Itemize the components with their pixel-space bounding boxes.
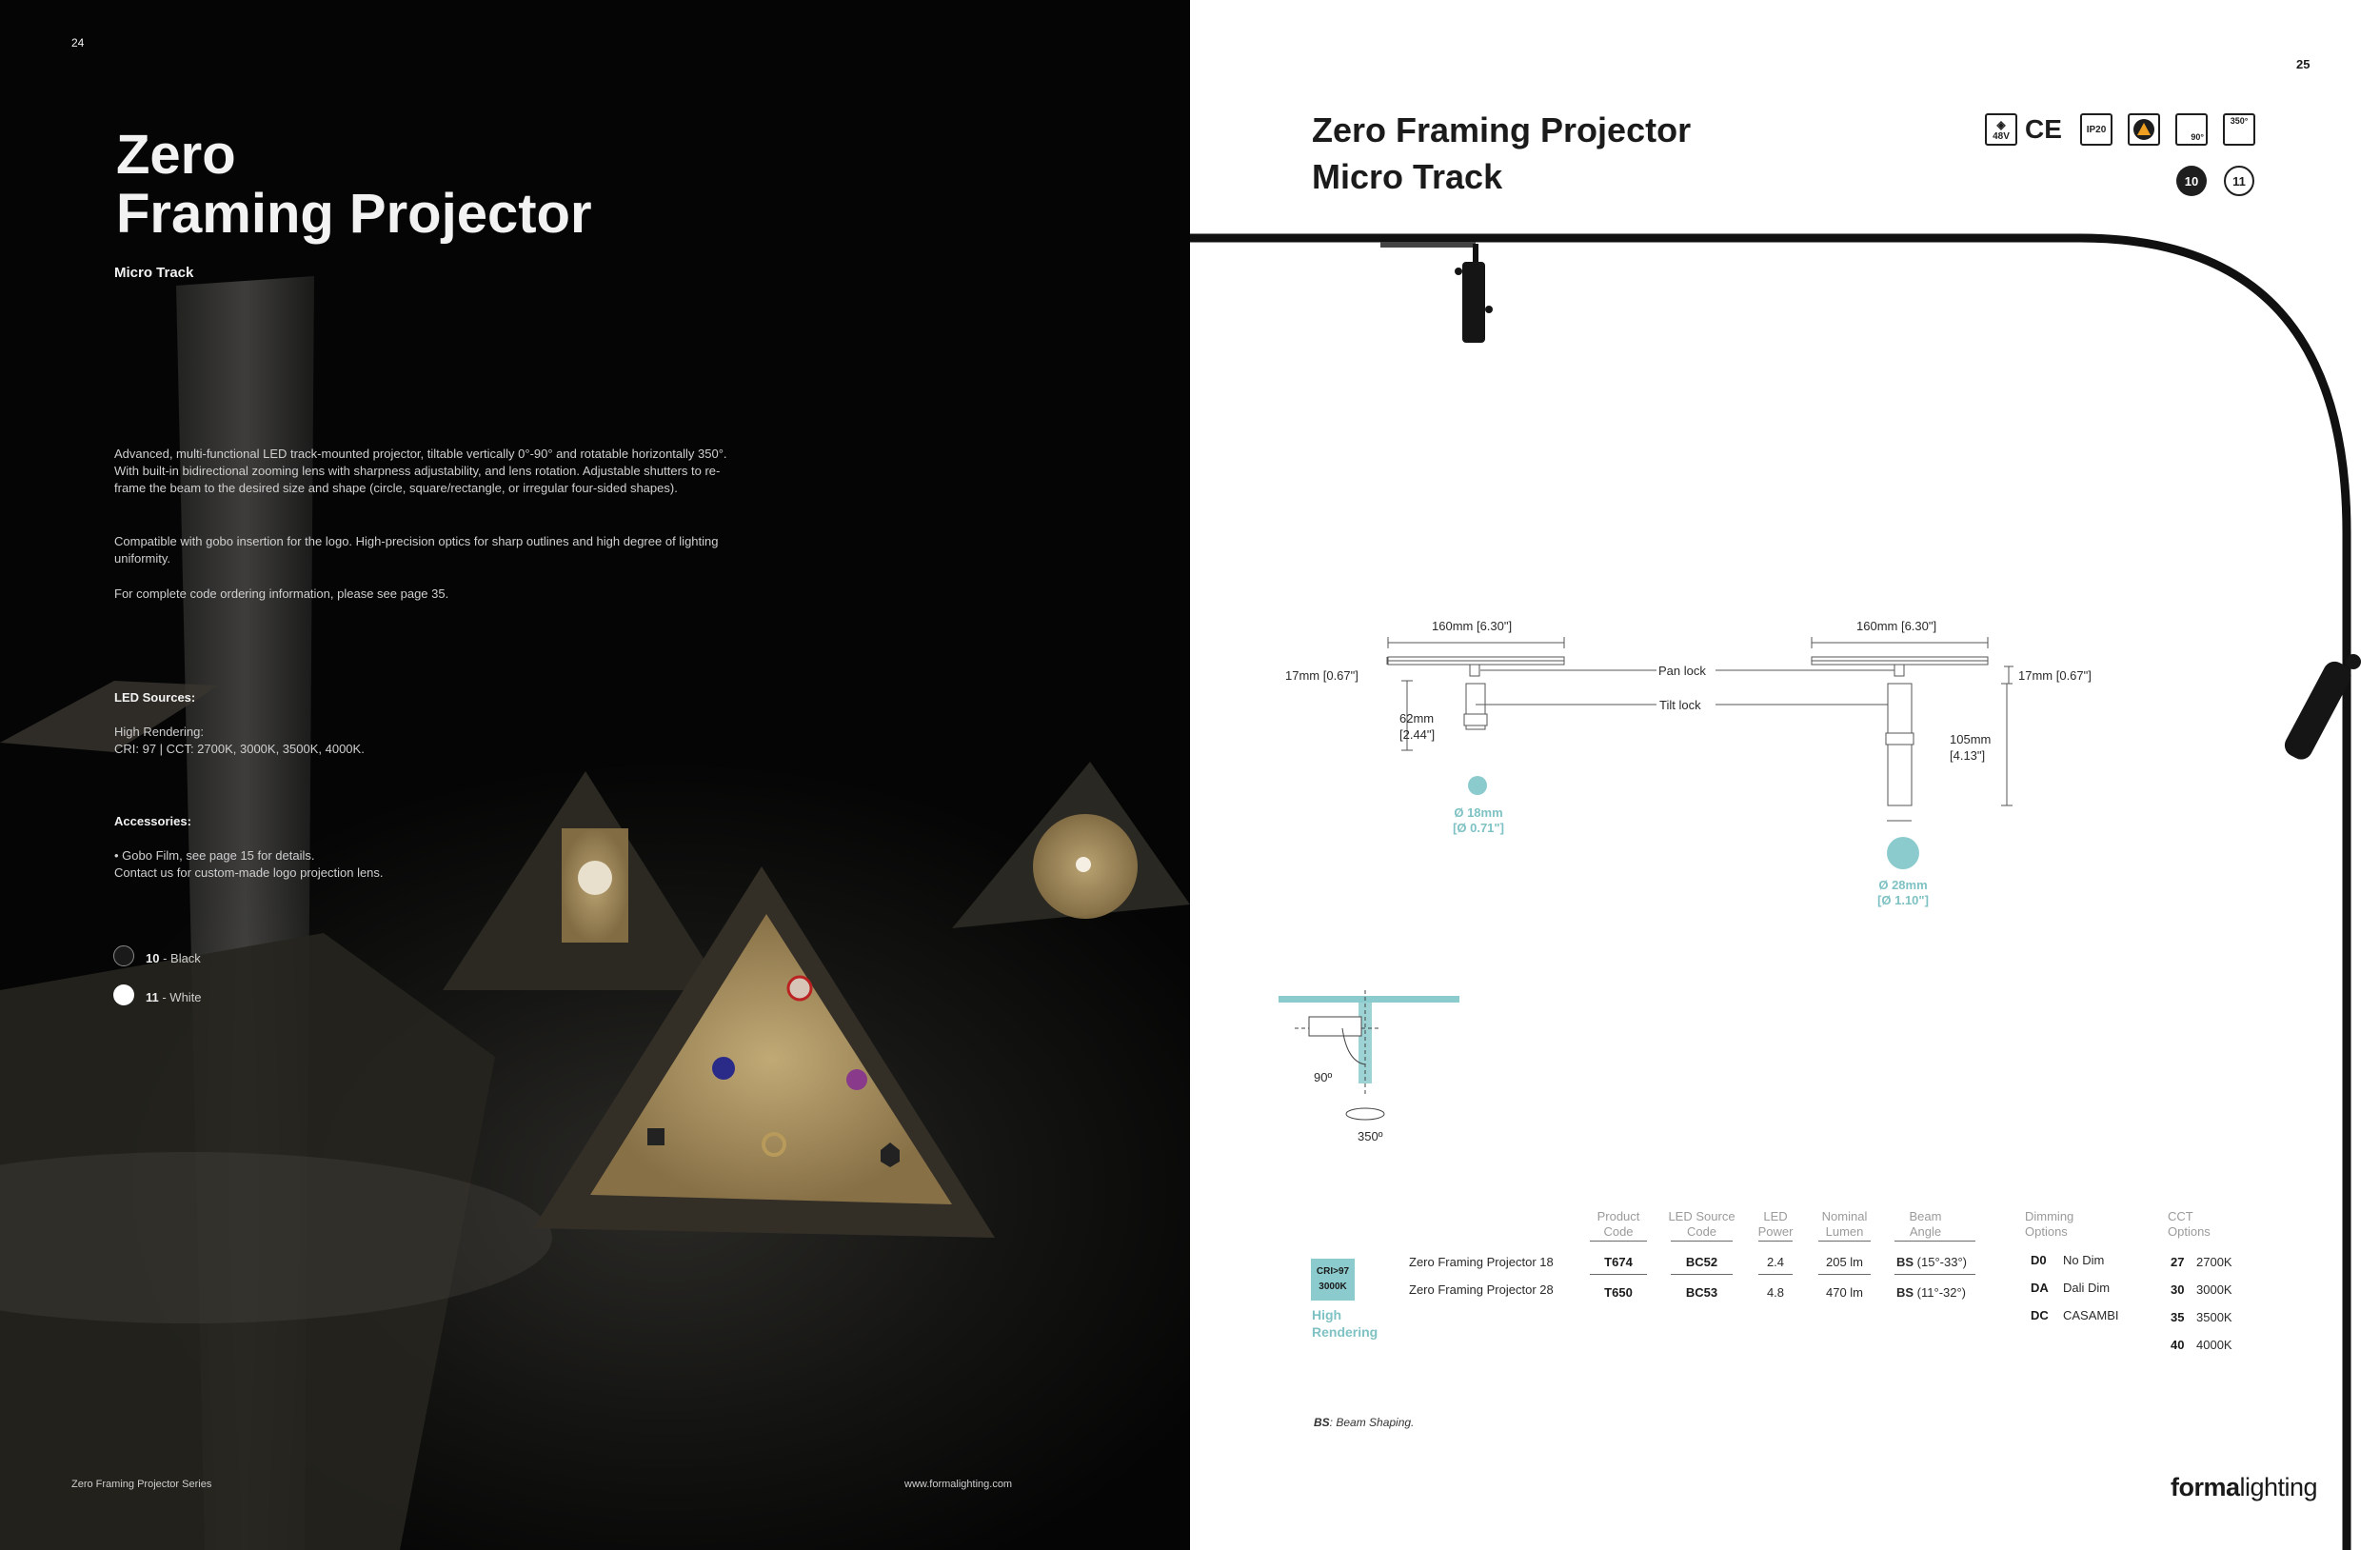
spec-title-line-2: Micro Track [1312,157,1503,196]
th-beam: Beam Angle [1909,1209,1942,1239]
tilt-90-icon: 90° [2175,113,2208,146]
finish-swatch-white [113,984,134,1005]
description-2: Compatible with gobo insertion for the logo. High-precision optics for sharp outlines and high degree of lighting uniformity. [114,534,719,566]
height-right-label: 17mm [0.67"] [2018,668,2092,683]
right-page [1190,0,2380,1550]
ce-icon: CE [2025,114,2062,144]
finish-swatch-black [113,945,134,966]
row1-beam: BS (15°-33°) [1896,1255,1967,1269]
lens-18-swatch [1468,776,1487,795]
rotate-350-icon: 350° [2223,113,2255,146]
th-cct: CCT Options [2168,1209,2211,1239]
row1-lumen: 205 lm [1825,1255,1864,1269]
footnote: BS: Beam Shaping. [1314,1416,1415,1429]
tilt-angle-label: 90º [1314,1070,1333,1084]
48v-icon: ◈ 48V [1985,113,2017,146]
cct-code-3: 40 [2171,1338,2185,1352]
accessories-heading: Accessories: [114,814,191,828]
cct-label-3: 4000K [2196,1338,2232,1352]
led-sources-heading: LED Sources: [114,690,196,705]
cct-code-0: 27 [2171,1255,2185,1269]
th-dimming: Dimming Options [2025,1209,2074,1239]
width-left-label: 160mm [6.30"] [1432,619,1513,633]
description-3: For complete code ordering information, please see page 35. [114,586,449,601]
rotate-angle-label: 350º [1358,1129,1383,1143]
cct-label-1: 3000K [2196,1282,2232,1297]
body-left-mm: 62mm [1399,711,1435,725]
footer-website: www.formalighting.com [904,1479,1013,1490]
row1-code: T674 [1604,1255,1633,1269]
finish-black-label: 10 - Black [146,951,201,965]
row2-code: T650 [1604,1285,1633,1300]
th-product-code: Product Code [1597,1209,1640,1239]
body-right-in: [4.13"] [1950,748,1986,763]
body-left-in: [2.44"] [1399,727,1436,742]
th-lumen: Nominal Lumen [1821,1209,1868,1239]
row1-led: BC52 [1685,1255,1718,1269]
led-line-1: High Rendering: [114,725,204,739]
row2-led: BC53 [1685,1285,1718,1300]
row2-power: 4.8 [1766,1285,1785,1300]
finish-badge-black: 10 [2176,166,2207,196]
spec-title-line-1: Zero Framing Projector [1312,110,1692,149]
footer-series: Zero Framing Projector Series [71,1479,212,1490]
lens-28-label: Ø 28mm [Ø 1.10"] [1877,878,1929,907]
tilt-lock-label: Tilt lock [1659,698,1701,712]
page-number-right: 25 [2296,57,2311,71]
row2-name: Zero Framing Projector 28 [1409,1282,1554,1297]
row1-power: 2.4 [1766,1255,1785,1269]
subtitle: Micro Track [114,265,194,281]
brand-logo: formalighting [2171,1473,2318,1501]
row2-lumen: 470 lm [1825,1285,1864,1300]
led-line-2: CRI: 97 | CCT: 2700K, 3000K, 3500K, 4000K. [114,742,365,756]
cct-label-2: 3500K [2196,1310,2232,1324]
finish-badge-white: 11 [2224,166,2254,196]
cct-code-2: 35 [2171,1310,2185,1324]
finish-white-label: 11 - White [146,990,202,1004]
dim-code-0: D0 [2031,1253,2047,1267]
accessory-line-2: Contact us for custom-made logo projection lens. [114,865,384,880]
ip20-icon: IP20 [2080,113,2112,146]
dim-code-2: DC [2031,1308,2049,1322]
high-rendering-badge: CRI>97 3000K [1311,1259,1355,1301]
th-led-code: LED Source Code [1668,1209,1735,1239]
row1-name: Zero Framing Projector 18 [1409,1255,1554,1269]
th-power: LED Power [1757,1209,1794,1239]
dim-label-0: No Dim [2063,1253,2105,1267]
page-title [116,126,592,244]
page-number-left: 24 [71,36,85,50]
pan-lock-label: Pan lock [1658,664,1706,678]
row2-beam: BS (11°-32°) [1896,1285,1967,1300]
cct-label-0: 2700K [2196,1255,2232,1269]
title-line-1: Zero [116,124,236,186]
dim-label-1: Dali Dim [2063,1281,2111,1295]
cct-code-1: 30 [2171,1282,2185,1297]
height-left-label: 17mm [0.67"] [1285,668,1359,683]
high-rendering-caption: High Rendering [1312,1307,1378,1340]
width-right-label: 160mm [6.30"] [1856,619,1937,633]
lens-18-label: Ø 18mm [Ø 0.71"] [1453,805,1504,835]
title-line-2: Framing Projector [116,183,592,245]
description-1: Advanced, multi-functional LED track-mounted projector, tiltable vertically 0°-90° and rotatable horizontally 350°. With built-in bidirectional zooming lens with sharpness adjustability, and lens rotation. Adjustable shutters to re-frame the beam to the desired size and shape (circle, square/rectangle, or irregular four-sided shapes). [114,447,727,495]
lens-28-swatch [1887,837,1919,869]
dim-code-1: DA [2031,1281,2049,1295]
accessory-line-1: • Gobo Film, see page 15 for details. [114,848,315,863]
body-right-mm: 105mm [1950,732,1992,746]
dim-label-2: CASAMBI [2063,1308,2119,1322]
